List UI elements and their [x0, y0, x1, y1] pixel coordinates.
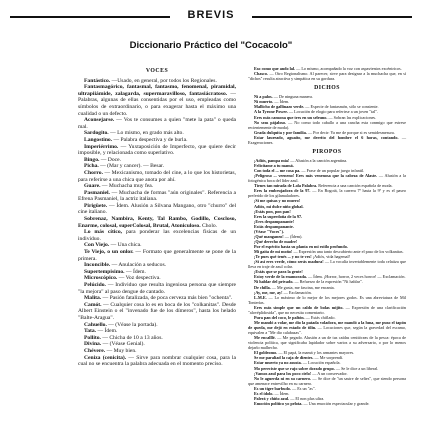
voces-term: Fantástico. [84, 77, 111, 84]
voces-entry [78, 117, 236, 130]
voces-term: Chorro. [84, 169, 104, 176]
piropos-entry [248, 320, 406, 335]
voces-definition: — Voz despectiva. [117, 275, 161, 282]
voces-term: Divina. [84, 341, 102, 348]
voces-term: Pirigüete. [84, 202, 108, 209]
voces-term: Langostino. [84, 136, 113, 143]
piropos-term: Es un tigre barbudo. [254, 385, 291, 391]
voces-term: Bingo. [84, 156, 100, 163]
voces-definition: — Yuxtaposición de Imperfecto, que quiere decir imposible, y relacionada como superlativo. [78, 143, 236, 157]
piropos-term: ¡Eres despampanante! [254, 218, 295, 224]
piropos-term: Emoción político yo pelota. [254, 400, 303, 406]
section-heading-voces: VOCES [145, 68, 169, 74]
piropos-term: Mo pereciste que se rajo sobre dorado grupo. [254, 365, 335, 371]
piropos-term: Ni hablar del privado. [254, 279, 294, 285]
piropos-term: (Véase "Voces"). [254, 228, 285, 234]
piropos-entry [248, 376, 406, 386]
dichos-definition: — Ídem. [273, 99, 290, 105]
voces-definition: — Sirve para nombrar cualquier cosa, para la cual no se encuentra la palabra adecuada en el momento preciso. [78, 354, 236, 368]
piropos-term: ¡Si así eres verde, cómo serás madura! [254, 259, 324, 265]
voces-definition: — Cualquier cosa lo es en boca de los "colkanitas". Desde Albert Einstein o el "invenado fue de los dímeros", hasta los helado "Balte-Aragua". [78, 301, 236, 321]
piropos-term: ¡Qué manganeo! [254, 233, 284, 239]
piropos-definition: — El non plus ultra. [289, 395, 325, 401]
piropos-term: ¡Estás pon, pon pan! [254, 208, 291, 214]
voces-entry [78, 249, 236, 262]
voces-definition: — (Véase Genial). [101, 341, 145, 348]
voces-definition: — Doce. [99, 156, 121, 163]
voces-term: Pollito. [84, 334, 101, 341]
voces-definition: — Ídem. Alusión a Silvana Mangano, otro "churro" del cine italiano. [78, 202, 236, 216]
voces-entry [78, 183, 236, 190]
piropos-definition: Referencia a una canción española de moda. [317, 183, 393, 189]
voces-definition: — Formato que generalmente se pone de la primera. [78, 249, 236, 262]
piropos-definition: — Locución española. [301, 360, 341, 366]
piropos-entry [248, 173, 406, 183]
piropos-term: Eres la embrujadora de la 97. [254, 188, 311, 194]
dichos-term: Ni muerto. [254, 99, 274, 105]
piropos-definition: — Me sorprendí. [313, 355, 344, 361]
piropos-term: Mi gaita de mi moño! [254, 249, 293, 255]
continuation-entry [248, 71, 406, 81]
voces-definition: —Usado, en general, por todos los Regionales. [110, 77, 217, 84]
voces-definition: — Chicha de 10 a 13 años. [100, 334, 163, 341]
piropos-term: Eres la superdoña de la 97. [254, 213, 303, 219]
dichos-entry [248, 135, 406, 145]
voces-entry [78, 242, 236, 249]
piropos-definition: — Frase de un popular juego infantil. [300, 168, 365, 174]
magazine-name: BREVIS [187, 9, 235, 21]
voces-term: Te Viejo, o un onlor. [84, 249, 134, 256]
dichos-term: Ni a palos. [254, 94, 273, 100]
voces-term: Aconsejarse. [84, 117, 115, 124]
voces-definition: — Una chica. [109, 242, 142, 249]
voces-entry [78, 130, 236, 137]
voces-entry [78, 216, 236, 229]
piropos-term: Me mandó a volar, me dio la patada voladora, me mandó a la luna, me puso el tapón de queda, me dejó en estado de tilín. [248, 319, 406, 330]
voces-term: Cahuello. [84, 321, 107, 328]
piropos-term: ¡Adiós, pampa mía! [254, 157, 290, 163]
piropos-definition: — Se le dice a un liberal. [334, 365, 379, 371]
piropos-term: Felicitame a tu mamá. [254, 163, 294, 168]
voces-term: Camót. [84, 301, 102, 308]
piropos-definition: — Lo máximo de lo mejor de los mejores godos. Es una abreviatura de Mil Tonterías. [248, 294, 406, 305]
dichos-definition: — Especie de fantasmón, sólo se consiente. [304, 104, 379, 110]
voces-definition: — Muchacha muy fea. [100, 183, 154, 190]
voces-definition: — Muchacha de formas "aún originales". Referencia a Efrena Pasmaniel, la actriz italiana. [78, 189, 236, 203]
voces-definition: — Vos te consumes a quien "mete la pata" o queda mal. [78, 117, 236, 130]
continuation-definition: — Otro Regionalismo. Al parecer, sirve para designar a la muchacha que, en sí "dichos" resulta atractiva y simpática en su gordura. [248, 71, 406, 82]
voces-entry [78, 144, 236, 157]
voces-entry [78, 328, 236, 335]
piropos-term: El goldeomo. [254, 350, 278, 356]
dichos-term: Estar laureado, aguaíto, me derrito del hombre el 6 horas, contando. [254, 134, 399, 140]
dichos-definition: — Locución de elogio para referirse a un joven "tal". [287, 109, 378, 115]
piropos-term: Adiós, mi dulce niño global. [254, 203, 304, 209]
voces-entry [78, 163, 236, 170]
voces-definition: Cholo. [200, 222, 218, 229]
voces-definition: — Muy bien. [105, 347, 137, 354]
piropos-definition: — Ídem. [273, 390, 290, 396]
voces-entry [78, 269, 236, 276]
voces-entry [78, 282, 236, 295]
voces-term: Sardogito. [84, 130, 109, 137]
piropos-definition: — (Ídem). [283, 233, 303, 239]
voces-entry [78, 275, 236, 282]
piropos-definition: — A un conservador. [311, 370, 348, 376]
piropos-definition: ¡Adiós, vida hagemal! [311, 254, 351, 260]
piropos-term: ¡Si me quisas y no muero! [254, 198, 301, 204]
piropos-term: ¡Ay, me, me, ay! [254, 289, 283, 295]
voces-definition: — Pasión fatalizada, de poca cerveza más bien "ochenta". [101, 295, 233, 302]
continuation-definition: — Lo mismo, acompañado la voz con aspavientos excéntricos. [295, 66, 402, 71]
voces-term: Malita. [84, 295, 102, 302]
article-title: Diccionario Práctico del "Cocacolo" [129, 40, 293, 51]
voces-entry [78, 170, 236, 183]
voces-entry [78, 78, 236, 85]
voces-definition: — (Mar y cancer). — Besar. [98, 163, 165, 170]
header-rule-right [252, 16, 412, 18]
voces-term: Ceniza (cenicita). [84, 354, 127, 361]
voces-entry [78, 262, 236, 269]
dichos-term: Eres más cansona que tres en un seleuno. [254, 114, 328, 120]
voces-term: Pelúcido. [84, 282, 106, 288]
piropos-term: L.M.E. [254, 294, 267, 300]
voces-entry [78, 137, 236, 144]
voces-definition: — Anulación a seducos. [110, 262, 167, 269]
voces-entry [78, 341, 236, 348]
voces-definition: — Palabra despectiva y de burla. [112, 136, 188, 143]
piropos-term: Palerá y chiño azul. [254, 395, 290, 401]
voces-entry [78, 84, 236, 117]
voces-definition: — Palabras, algunas de ellas consentidas por el uso, empleadas como símbolos de extraordinario, o para exagerar hasta el máximo una cualidad o un defecto. [78, 90, 236, 117]
piropos-definition: — La vocalía invertablemente toda celatiza que lleva en traje de azul colar. [248, 259, 406, 270]
dichos-definition: — Por decir: Ya me de porque si es semidesmesura. [306, 129, 395, 135]
piropos-term: ¡Te pues qué tenés ... y no te ves! [254, 254, 312, 260]
piropos-term: ¡Qué derecho de madre! [254, 238, 298, 244]
piropos-term: Eres más simple que un caldo de bolas mijito. [254, 304, 344, 310]
left-column [78, 66, 236, 368]
piropos-definition: — Ídem. ¡Horror, horror, 2 veces horror! [306, 274, 377, 280]
piropos-term: Es el ídolo. [254, 390, 274, 396]
voces-definition: para ponderar las excelencias fisicas de un individuo. [78, 229, 237, 242]
piropos-definition: — Alusión a la canción argentina. [289, 157, 348, 163]
voces-term: Pasmaniel. [84, 189, 110, 196]
magazine-header [10, 8, 412, 26]
piropos-definition: — El papá, la mamá y los armantes mayores. [277, 350, 355, 356]
voces-term: Sobrenaz, Nambira, Kenty, Tal Rambo, Godillo, Coscloso, Enarme, colosal, superColosal, Brutal, Atoniculoso. [78, 216, 236, 229]
piropos-term: No le aguerda ni en su carnero. [254, 375, 312, 381]
piropos-term: Estoy verde de la enamorada. [254, 274, 307, 280]
piropos-definition: — Locuciones que, según la gravedad del escamo, equivalen a "Me dio calabazas". [248, 325, 406, 336]
dichos-definition: — De ninguna manera. [272, 94, 313, 100]
dichos-definition: — No como todo caballo a una cancha esta conmigo que estrese recientemente de moda). [248, 119, 406, 130]
piropos-extra: — Exclamación. [376, 274, 406, 280]
continuation-term: Chasco. [254, 71, 269, 77]
piropos-definition: — Refuerzo de la expresión "Ni hablar". [293, 279, 363, 285]
piropos-term: Con toda el ... me cosa pa. [254, 168, 301, 174]
voces-definition: — (Véase la portada). [106, 321, 158, 328]
piropos-term: Se me paraliad la caja de dientes. [254, 355, 314, 361]
piropos-term: ¡Vamos azul para los poco cielo! [254, 370, 312, 376]
voces-entry [78, 295, 236, 302]
voces-term: Supertempisimo. [84, 268, 125, 275]
voces-entry [78, 203, 236, 216]
dichos-definition: — Exageraciones. [248, 134, 407, 145]
voces-term: Lo más cítico, [84, 229, 123, 236]
voces-definition: — Ídem. [96, 328, 118, 335]
piropos-entry [248, 188, 406, 198]
piropos-term: De chilla. [254, 284, 271, 290]
piropos-definition: — Exclamación. [282, 289, 312, 295]
voces-definition: — Ídem. [124, 268, 146, 275]
piropos-definition: — Una emoción espectacular y grande. [302, 400, 370, 406]
dichos-term: No seas pájaloso. [254, 119, 287, 125]
piropos-definition: — Expresión una tanto descubierto ante el paso de los volkanitas. [292, 249, 404, 255]
piropos-term: ¡Estás que se para la gente! [254, 269, 303, 275]
voces-term: Tata. [84, 328, 97, 335]
piropos-term: Estás despampanante. [254, 223, 294, 229]
dichos-term: Mallicho de gallinazo verde. [254, 104, 305, 110]
voces-term: Inconcible. [84, 262, 111, 269]
piropos-definition: — Me gusta, me fascina, me encanta. [270, 284, 335, 290]
voces-entry [78, 229, 236, 242]
section-heading-dichos: DICHOS [314, 85, 340, 92]
piropos-term: Tienes tan mirada de Lola Palabra. [254, 183, 318, 189]
piropos-definition: — Se dice de "un sastre de seltes", que siendo persona que amenace entrevilho en su carnero. [248, 375, 407, 386]
piropos-term: ¡Peligroso ... veeneno! Eres más venenosa que la cabeza de Alaste. [254, 173, 378, 179]
voces-entry [78, 190, 236, 203]
piropos-entry [248, 401, 406, 406]
piropos-entry [248, 335, 406, 350]
dichos-term: Grada dulquita y por familia. [254, 129, 307, 135]
piropos-term: Me encalllé. [254, 335, 276, 341]
piropos-term: Pura pan del coco, le paltón. [254, 314, 305, 320]
piropos-term: Por el espécito hasta su planta en mi estilo profundo. [254, 244, 348, 249]
piropos-definition: — Alusión a la fotogénica boca del líder azul. [248, 173, 406, 184]
piropos-definition: — Es un "as". [290, 385, 316, 391]
piropos-entry [248, 259, 406, 269]
piropos-entry [248, 305, 406, 315]
continuation-list [248, 66, 406, 81]
voces-definition: — Lo mismo, en grado más alto. [108, 130, 184, 137]
voces-term: Imperiérrimo. [84, 143, 119, 150]
voces-term: Microscópico. [84, 275, 118, 282]
piropos-definition: — Me pegado. Alusión a un de tus caídas cenitóceas de la pesca: época de violencia política, que significaba lapidador sobre varios a su adversario, o por lo menos dejarlo malhecho. [248, 335, 406, 351]
voces-entry [78, 348, 236, 355]
voces-definition: — Individuo que resulta ingeniosa persona que siempre "la mejora" al paso dengue de cantado. [78, 282, 236, 295]
piropos-definition: — Expresión de una clarificación "alovéplidosida", que no necesita comentario. [248, 304, 406, 315]
voces-term: Guare. [84, 183, 101, 190]
voces-definition: — Mexicanismo, tomado del cine, a lo que los historietas, para referirse a una chica que anota por ahí. [78, 169, 236, 183]
voces-term: Con Viejo. [84, 242, 110, 249]
piropos-definition: — Estás chiflado. [304, 314, 336, 320]
piropos-definition: — En Bogotá, la carrera 7ª hasta la 9ª y es el paseo preferido de los gilamaladores. [248, 188, 406, 199]
dichos-entry [248, 120, 406, 130]
dichos-term: A la Tyrone Power. [254, 109, 288, 115]
right-column [248, 66, 406, 406]
piropos-entry [248, 295, 406, 305]
voces-term: Chévere. [84, 347, 106, 354]
dichos-definition: — Sobran las explicaciones. [327, 114, 377, 120]
section-heading-piropos: PIROPOS [312, 148, 342, 155]
piropos-term: Estar muerto ya no asusta. [254, 360, 302, 366]
voces-term: Picha. [84, 163, 99, 170]
piropos-list [248, 158, 406, 406]
voces-entry [78, 355, 236, 368]
voces-list [78, 78, 236, 368]
voces-term: Fantasmagórico, fantasmal, fantasmo, fenomenal, piramidal, ultrapiiámide, zalagarda, supermaravilloso, fantasiácratoso. [78, 84, 236, 97]
voces-entry [78, 302, 236, 322]
continuation-term: Eso como que ando lal. [254, 66, 296, 71]
dichos-list [248, 94, 406, 145]
